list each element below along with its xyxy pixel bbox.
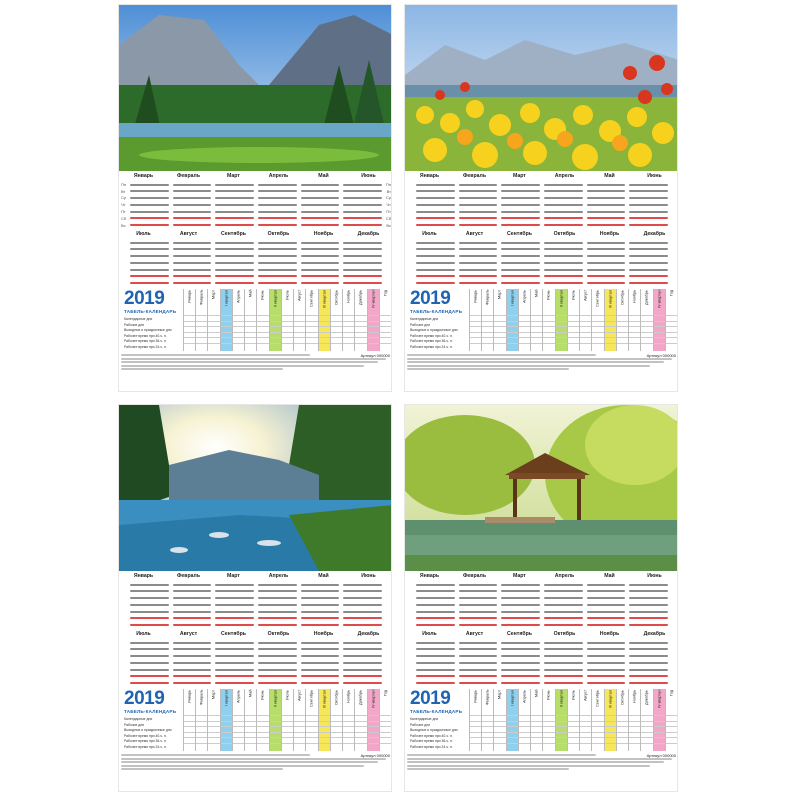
month-label: Май bbox=[604, 573, 615, 579]
month-label: Февраль bbox=[462, 573, 487, 579]
month-label: Февраль bbox=[462, 173, 487, 179]
column-header: Август bbox=[297, 290, 302, 302]
row-label: Рабочее время при 24-ч. н. bbox=[410, 344, 453, 349]
calendar-subtitle: ТАБЕЛЬ-КАЛЕНДАРЬ bbox=[124, 709, 177, 714]
month-label: Июль bbox=[136, 631, 151, 637]
month-label: Октябрь bbox=[553, 231, 576, 237]
column-header: Апрель bbox=[236, 690, 241, 703]
row-label: Календарные дни bbox=[124, 317, 153, 321]
weekday-label: Чт bbox=[386, 202, 391, 208]
month-label: Апрель bbox=[554, 173, 575, 179]
column-header: Июнь bbox=[547, 290, 552, 300]
column-header: IV квартал bbox=[371, 290, 376, 309]
column-header: Январь bbox=[187, 290, 192, 304]
weekday-label: Ср bbox=[121, 195, 127, 201]
column-header: Июнь bbox=[547, 690, 552, 700]
month-label: Март bbox=[513, 173, 526, 179]
month-label: Ноябрь bbox=[313, 631, 334, 637]
column-header: Декабрь bbox=[358, 290, 363, 305]
footnotes bbox=[407, 754, 677, 770]
month-label: Июнь bbox=[647, 173, 662, 179]
column-header: Январь bbox=[473, 690, 478, 704]
month-label: Декабрь bbox=[357, 231, 380, 237]
weekday-label: Вс bbox=[386, 222, 391, 228]
column-header: Ноябрь bbox=[346, 290, 351, 304]
month-label: Сентябрь bbox=[221, 631, 246, 637]
days-grid-bottom bbox=[407, 238, 677, 287]
work-time-table bbox=[407, 689, 677, 751]
month-label: Январь bbox=[419, 573, 440, 579]
column-header: Февраль bbox=[485, 290, 490, 306]
column-header: II квартал bbox=[273, 690, 278, 707]
days-grid-bottom bbox=[121, 638, 391, 687]
month-label: Декабрь bbox=[643, 631, 666, 637]
calendar-body bbox=[121, 171, 391, 372]
column-header: IV квартал bbox=[371, 690, 376, 709]
column-header: IV квартал bbox=[657, 690, 662, 709]
column-header: Март bbox=[212, 290, 217, 300]
row-label: Рабочее время при 40-ч. н. bbox=[410, 333, 453, 338]
article-number: Артикул 000000 bbox=[360, 353, 390, 358]
column-header: Август bbox=[297, 690, 302, 702]
column-header: Март bbox=[498, 290, 503, 300]
column-header: Май bbox=[248, 690, 253, 698]
column-header: Июль bbox=[571, 690, 576, 700]
column-header: Июль bbox=[571, 290, 576, 300]
month-label: Июнь bbox=[361, 573, 376, 579]
column-header: Май bbox=[534, 690, 539, 698]
column-header: III квартал bbox=[608, 290, 613, 309]
calendar-subtitle: ТАБЕЛЬ-КАЛЕНДАРЬ bbox=[410, 709, 463, 714]
month-label: Июнь bbox=[647, 573, 662, 579]
column-header: Октябрь bbox=[620, 690, 625, 705]
column-header: Август bbox=[583, 290, 588, 302]
column-header: Июль bbox=[285, 690, 290, 700]
row-label: Выходные и праздничные дни bbox=[124, 328, 172, 333]
weekday-label: Вт bbox=[121, 188, 126, 194]
column-header: I квартал bbox=[224, 690, 229, 706]
month-label: Май bbox=[318, 573, 329, 579]
row-label: Рабочее время при 24-ч. н. bbox=[124, 344, 167, 349]
row-label: Выходные и праздничные дни bbox=[124, 728, 172, 733]
row-label: Рабочее время при 36-ч. н. bbox=[410, 739, 453, 744]
row-label: Рабочее время при 36-ч. н. bbox=[124, 339, 167, 344]
work-time-table bbox=[121, 689, 391, 751]
month-label: Октябрь bbox=[267, 231, 290, 237]
row-label: Рабочие дни bbox=[124, 322, 145, 327]
month-label: Март bbox=[227, 173, 240, 179]
column-header: Ноябрь bbox=[632, 290, 637, 304]
month-label: Август bbox=[179, 631, 198, 637]
calendar-subtitle: ТАБЕЛЬ-КАЛЕНДАРЬ bbox=[410, 309, 463, 314]
row-label: Рабочее время при 40-ч. н. bbox=[410, 733, 453, 738]
column-header: Январь bbox=[187, 690, 192, 704]
article-number: Артикул 000000 bbox=[360, 753, 390, 758]
row-label: Рабочее время при 24-ч. н. bbox=[410, 744, 453, 749]
weekday-label: Пн bbox=[121, 181, 127, 187]
days-grid-bottom bbox=[121, 238, 391, 287]
weekday-label: Чт bbox=[121, 202, 126, 208]
months-header-bottom bbox=[121, 631, 391, 638]
column-header: Ноябрь bbox=[346, 690, 351, 704]
month-label: Март bbox=[513, 573, 526, 579]
month-label: Июль bbox=[136, 231, 151, 237]
row-label: Календарные дни bbox=[410, 717, 439, 721]
column-header: III квартал bbox=[608, 690, 613, 709]
month-label: Сентябрь bbox=[507, 631, 532, 637]
row-label: Выходные и праздничные дни bbox=[410, 328, 458, 333]
months-header-top bbox=[407, 573, 677, 580]
row-label: Выходные и праздничные дни bbox=[410, 728, 458, 733]
column-header: Год bbox=[669, 690, 674, 697]
column-header: Май bbox=[534, 290, 539, 298]
months-header-bottom bbox=[121, 231, 391, 238]
column-header: Февраль bbox=[199, 690, 204, 706]
work-time-table bbox=[121, 289, 391, 351]
row-label: Рабочее время при 40-ч. н. bbox=[124, 333, 167, 338]
column-header: Февраль bbox=[485, 690, 490, 706]
column-header: III квартал bbox=[322, 290, 327, 309]
month-label: Январь bbox=[419, 173, 440, 179]
month-label: Октябрь bbox=[267, 631, 290, 637]
article-number: Артикул 000000 bbox=[646, 353, 676, 358]
column-header: Сентябрь bbox=[595, 690, 600, 708]
column-header: I квартал bbox=[224, 290, 229, 306]
column-header: Февраль bbox=[199, 290, 204, 306]
months-header-bottom bbox=[407, 631, 677, 638]
column-header: Год bbox=[669, 290, 674, 297]
column-header: II квартал bbox=[559, 690, 564, 707]
month-label: Февраль bbox=[176, 173, 201, 179]
year-title: 2019 bbox=[410, 288, 451, 309]
month-label: Август bbox=[465, 231, 484, 237]
weekday-label: Вс bbox=[121, 222, 126, 228]
column-header: IV квартал bbox=[657, 290, 662, 309]
column-header: Сентябрь bbox=[595, 290, 600, 308]
column-header: Январь bbox=[473, 290, 478, 304]
month-label: Апрель bbox=[554, 573, 575, 579]
months-header-top bbox=[121, 573, 391, 580]
column-header: Год bbox=[383, 290, 388, 297]
column-header: Декабрь bbox=[644, 290, 649, 305]
row-label: Рабочее время при 24-ч. н. bbox=[124, 744, 167, 749]
calendar-sheet-3 bbox=[118, 404, 392, 792]
column-header: Ноябрь bbox=[632, 690, 637, 704]
column-header: Сентябрь bbox=[309, 290, 314, 308]
column-header: Декабрь bbox=[358, 690, 363, 705]
month-label: Август bbox=[465, 631, 484, 637]
photo-tulip-field bbox=[405, 5, 678, 171]
column-header: Апрель bbox=[236, 290, 241, 303]
month-label: Май bbox=[604, 173, 615, 179]
row-label: Рабочее время при 36-ч. н. bbox=[124, 739, 167, 744]
month-label: Август bbox=[179, 231, 198, 237]
column-header: Июль bbox=[285, 290, 290, 300]
column-header: Октябрь bbox=[620, 290, 625, 305]
weekday-label: Пт bbox=[121, 209, 126, 215]
calendar-sheet-4 bbox=[404, 404, 678, 792]
column-header: II квартал bbox=[273, 290, 278, 307]
footnotes bbox=[121, 754, 391, 770]
calendar-body bbox=[407, 571, 677, 772]
column-header: Май bbox=[248, 290, 253, 298]
column-header: I квартал bbox=[510, 290, 515, 306]
calendar-sheet-1 bbox=[118, 4, 392, 392]
column-header: Сентябрь bbox=[309, 690, 314, 708]
row-label: Рабочее время при 36-ч. н. bbox=[410, 339, 453, 344]
row-label: Календарные дни bbox=[410, 317, 439, 321]
month-label: Январь bbox=[133, 573, 154, 579]
photo-gazebo-pond bbox=[405, 405, 678, 571]
column-header: III квартал bbox=[322, 690, 327, 709]
months-header-top bbox=[407, 173, 677, 180]
weekday-label: Сб bbox=[385, 215, 391, 221]
column-header: Год bbox=[383, 690, 388, 697]
calendar-body bbox=[121, 571, 391, 772]
month-label: Июль bbox=[422, 631, 437, 637]
weekday-label: Пт bbox=[386, 209, 391, 215]
month-label: Март bbox=[227, 573, 240, 579]
row-label: Рабочие дни bbox=[124, 722, 145, 727]
month-label: Ноябрь bbox=[313, 231, 334, 237]
weekday-label: Пн bbox=[385, 181, 391, 187]
days-grid-top bbox=[121, 180, 391, 229]
days-grid-top bbox=[407, 180, 677, 229]
month-label: Ноябрь bbox=[599, 231, 620, 237]
row-label: Календарные дни bbox=[124, 717, 153, 721]
month-label: Декабрь bbox=[643, 231, 666, 237]
month-label: Январь bbox=[133, 173, 154, 179]
column-header: Июнь bbox=[261, 690, 266, 700]
photo-mountain-valley bbox=[119, 5, 392, 171]
calendar-body bbox=[407, 171, 677, 372]
year-title: 2019 bbox=[124, 688, 165, 709]
column-header: Август bbox=[583, 690, 588, 702]
year-title: 2019 bbox=[410, 688, 451, 709]
column-header: Март bbox=[498, 690, 503, 700]
days-grid-bottom bbox=[407, 638, 677, 687]
weekday-label: Вт bbox=[386, 188, 391, 194]
footnotes bbox=[407, 354, 677, 370]
column-header: Март bbox=[212, 690, 217, 700]
row-label: Рабочие дни bbox=[410, 722, 431, 727]
column-header: I квартал bbox=[510, 690, 515, 706]
month-label: Апрель bbox=[268, 573, 289, 579]
weekday-label: Ср bbox=[385, 195, 391, 201]
months-header-top bbox=[121, 173, 391, 180]
footnotes bbox=[121, 354, 391, 370]
photo-forest-river bbox=[119, 405, 392, 571]
calendar-sheet-2 bbox=[404, 4, 678, 392]
weekday-label: Сб bbox=[121, 215, 127, 221]
column-header: Декабрь bbox=[644, 690, 649, 705]
column-header: Июнь bbox=[261, 290, 266, 300]
row-label: Рабочее время при 40-ч. н. bbox=[124, 733, 167, 738]
month-label: Сентябрь bbox=[221, 231, 246, 237]
month-label: Июль bbox=[422, 231, 437, 237]
days-grid-top bbox=[407, 580, 677, 629]
article-number: Артикул 000000 bbox=[646, 753, 676, 758]
days-grid-top bbox=[121, 580, 391, 629]
month-label: Апрель bbox=[268, 173, 289, 179]
work-time-table bbox=[407, 289, 677, 351]
month-label: Сентябрь bbox=[507, 231, 532, 237]
year-title: 2019 bbox=[124, 288, 165, 309]
column-header: Апрель bbox=[522, 690, 527, 703]
row-label: Рабочие дни bbox=[410, 322, 431, 327]
calendar-subtitle: ТАБЕЛЬ-КАЛЕНДАРЬ bbox=[124, 309, 177, 314]
months-header-bottom bbox=[407, 231, 677, 238]
column-header: Апрель bbox=[522, 290, 527, 303]
month-label: Ноябрь bbox=[599, 631, 620, 637]
month-label: Октябрь bbox=[553, 631, 576, 637]
month-label: Май bbox=[318, 173, 329, 179]
month-label: Июнь bbox=[361, 173, 376, 179]
column-header: Октябрь bbox=[334, 290, 339, 305]
month-label: Декабрь bbox=[357, 631, 380, 637]
column-header: Октябрь bbox=[334, 690, 339, 705]
column-header: II квартал bbox=[559, 290, 564, 307]
month-label: Февраль bbox=[176, 573, 201, 579]
